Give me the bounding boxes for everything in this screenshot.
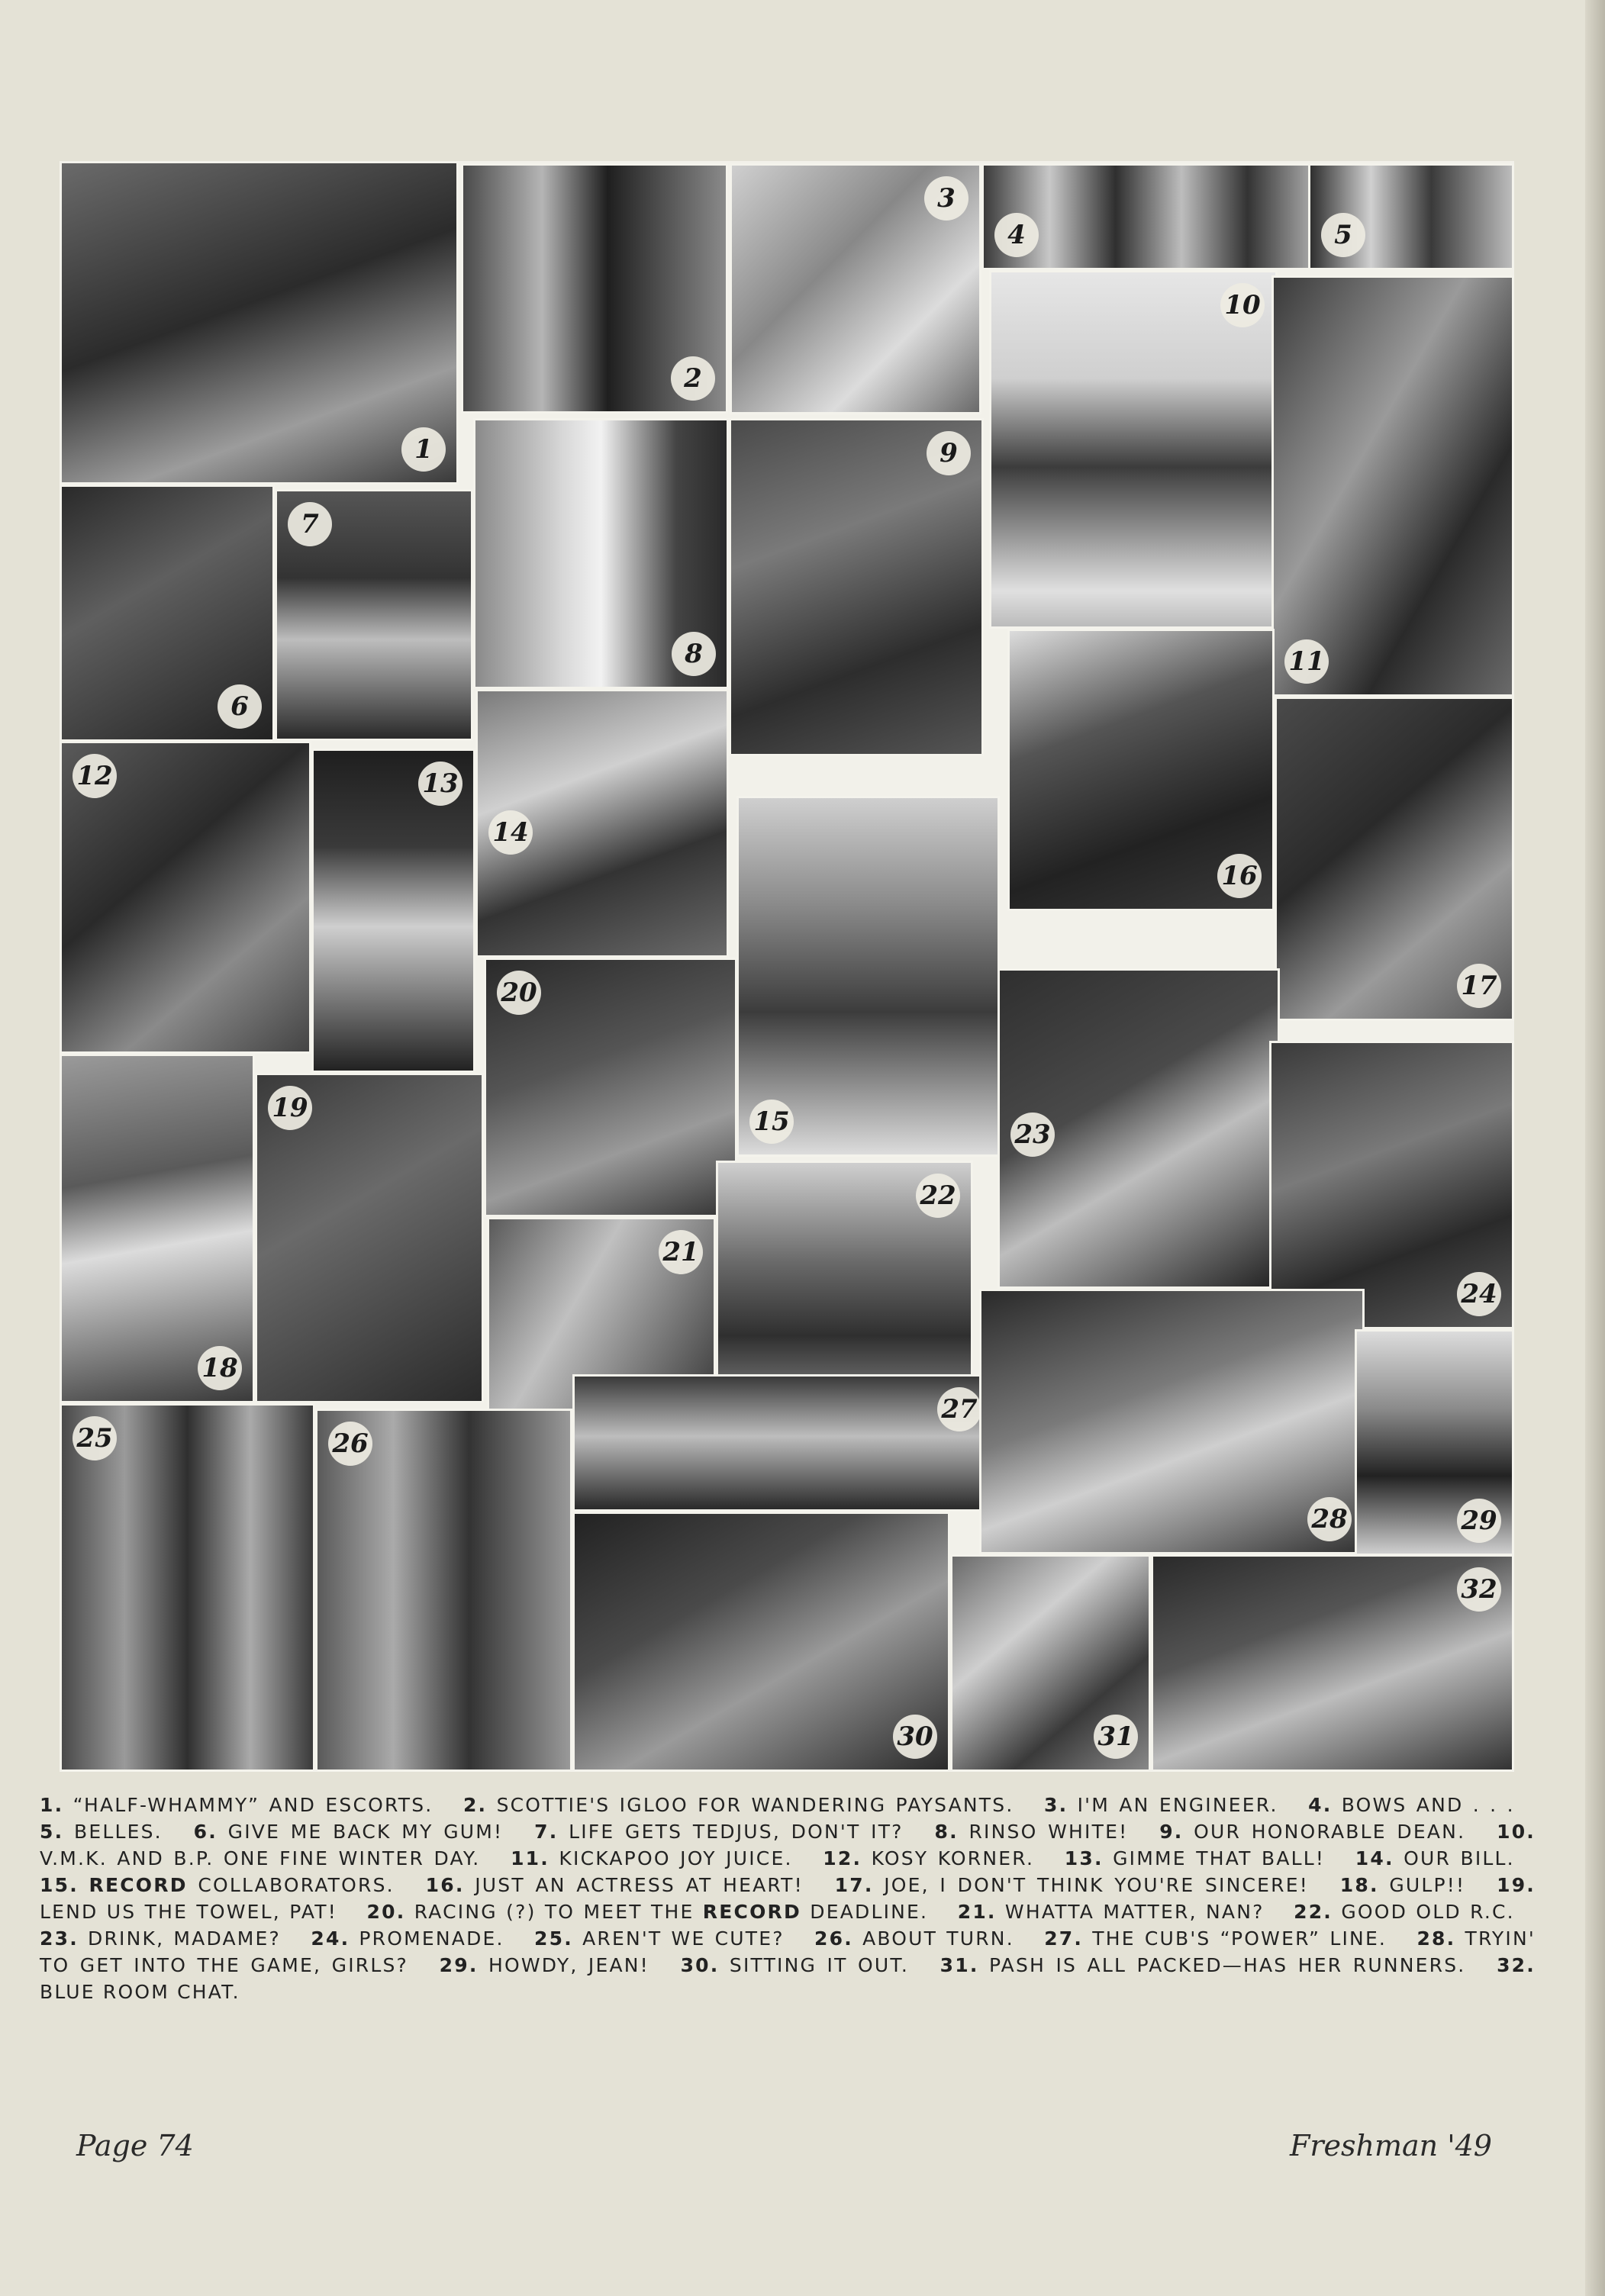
caption-item <box>463 1794 1014 1816</box>
caption-text: COLLABORATORS. <box>198 1874 395 1896</box>
caption-text: BOWS AND . . . <box>1341 1794 1515 1816</box>
photo-number: 16 <box>1217 854 1262 898</box>
caption-number: 8. <box>934 1821 959 1843</box>
photo-11 <box>1271 275 1514 697</box>
photo-7 <box>275 489 473 741</box>
caption-number: 22. <box>1294 1901 1333 1923</box>
caption-number: 19. <box>1497 1874 1536 1896</box>
caption-item <box>440 1954 649 1976</box>
photo-8 <box>473 418 729 689</box>
photo-number: 4 <box>994 213 1039 257</box>
caption-text: AREN'T WE CUTE? <box>582 1927 785 1950</box>
caption-number: 9. <box>1159 1821 1184 1843</box>
photo-number: 31 <box>1094 1715 1138 1759</box>
caption-text: RACING (?) TO MEET THE <box>414 1901 695 1923</box>
photo-32 <box>1151 1554 1514 1772</box>
caption-item <box>835 1874 1309 1896</box>
caption-text: HOWDY, JEAN! <box>488 1954 649 1976</box>
caption-number: 29. <box>439 1954 479 1976</box>
caption-item <box>311 1927 504 1950</box>
caption-text: ABOUT TURN. <box>862 1927 1014 1950</box>
photo-number: 6 <box>218 684 262 729</box>
caption-text: OUR BILL. <box>1404 1847 1515 1869</box>
caption-item <box>1044 1794 1278 1816</box>
caption-item <box>40 1927 281 1950</box>
caption-number: 26. <box>814 1927 853 1950</box>
caption-text: DRINK, MADAME? <box>88 1927 282 1950</box>
caption-item <box>367 1901 929 1923</box>
caption-text: LIFE GETS TEDJUS, DON'T IT? <box>569 1821 904 1843</box>
caption-text: I'M AN ENGINEER. <box>1077 1794 1278 1816</box>
photo-31 <box>950 1554 1151 1772</box>
caption-number: 14. <box>1355 1847 1394 1869</box>
caption-number: 16. <box>425 1874 465 1896</box>
caption-number: 15. <box>40 1874 79 1896</box>
caption-number: 28. <box>1416 1927 1456 1950</box>
caption-bold: RECORD <box>89 1874 188 1896</box>
caption-number: 4. <box>1308 1794 1333 1816</box>
photo-17 <box>1275 697 1514 1021</box>
caption-text: THE CUB'S “POWER” LINE. <box>1092 1927 1387 1950</box>
caption-text: BELLES. <box>73 1821 163 1843</box>
caption-item <box>1065 1847 1325 1869</box>
photo-number: 28 <box>1307 1497 1352 1541</box>
photo-number: 8 <box>672 632 716 676</box>
caption-text: PASH IS ALL PACKED—HAS HER RUNNERS. <box>989 1954 1466 1976</box>
photo-number: 11 <box>1284 639 1329 684</box>
photo-2 <box>461 163 728 414</box>
photo-23 <box>997 968 1280 1289</box>
photo-24 <box>1269 1041 1514 1329</box>
photo-number: 1 <box>401 427 446 472</box>
caption-number: 21. <box>957 1901 997 1923</box>
photo-number: 29 <box>1457 1499 1501 1543</box>
book-title: Freshman '49 <box>1289 2129 1492 2162</box>
caption-item <box>958 1901 1265 1923</box>
caption-item <box>1044 1927 1387 1950</box>
caption-text: DEADLINE. <box>810 1901 929 1923</box>
caption-number: 1. <box>40 1794 64 1816</box>
caption-text: LEND US THE TOWEL, PAT! <box>40 1901 337 1923</box>
photo-number: 32 <box>1457 1567 1501 1612</box>
photo-27 <box>572 1374 994 1512</box>
caption-item <box>1159 1821 1465 1843</box>
caption-item <box>534 1927 785 1950</box>
photo-captions <box>40 1792 1536 2005</box>
photo-12 <box>60 741 311 1054</box>
photo-13 <box>311 749 475 1073</box>
page-number: Page 74 <box>76 2129 194 2162</box>
caption-text: JOE, I DON'T THINK YOU'RE SINCERE! <box>884 1874 1309 1896</box>
caption-item <box>534 1821 904 1843</box>
caption-item <box>426 1874 804 1896</box>
photo-number: 22 <box>916 1174 960 1218</box>
caption-text: OUR HONORABLE DEAN. <box>1194 1821 1466 1843</box>
photo-29 <box>1355 1329 1514 1556</box>
caption-item <box>681 1954 909 1976</box>
caption-text: RINSO WHITE! <box>968 1821 1129 1843</box>
caption-text: KOSY KORNER. <box>871 1847 1035 1869</box>
photo-28 <box>979 1289 1365 1554</box>
photo-6 <box>60 485 275 742</box>
photo-16 <box>1007 629 1275 911</box>
caption-number: 13. <box>1064 1847 1104 1869</box>
photo-number: 18 <box>198 1346 242 1390</box>
photo-20 <box>484 958 737 1217</box>
photo-25 <box>60 1403 315 1772</box>
photo-number: 21 <box>659 1230 703 1274</box>
page-edge-shadow <box>1585 0 1605 2296</box>
caption-number: 30. <box>680 1954 720 1976</box>
photo-number: 10 <box>1220 283 1265 327</box>
caption-item <box>40 1821 163 1843</box>
photo-collage <box>60 161 1514 1772</box>
photo-14 <box>475 689 729 958</box>
photo-30 <box>572 1512 950 1772</box>
photo-number: 12 <box>73 754 117 798</box>
photo-10 <box>989 270 1278 629</box>
photo-number: 9 <box>927 431 971 475</box>
photo-number: 15 <box>749 1100 794 1144</box>
caption-number: 7. <box>534 1821 559 1843</box>
photo-number: 25 <box>73 1416 117 1460</box>
photo-number: 5 <box>1321 213 1365 257</box>
caption-number: 10. <box>1497 1821 1536 1843</box>
photo-4 <box>981 163 1316 270</box>
photo-5 <box>1308 163 1514 270</box>
caption-item <box>823 1847 1034 1869</box>
caption-item <box>935 1821 1129 1843</box>
caption-text: GIVE ME BACK MY GUM! <box>227 1821 504 1843</box>
caption-item <box>940 1954 1466 1976</box>
caption-item <box>40 1874 395 1896</box>
caption-text: PROMENADE. <box>359 1927 504 1950</box>
photo-15 <box>736 796 1000 1157</box>
caption-text: BLUE ROOM CHAT. <box>40 1981 240 2003</box>
caption-text: SCOTTIE'S IGLOO FOR WANDERING PAYSANTS. <box>496 1794 1014 1816</box>
caption-text: GOOD OLD R.C. <box>1341 1901 1515 1923</box>
photo-number: 23 <box>1010 1113 1055 1157</box>
caption-text: TRYIN' TO GET INTO THE GAME, GIRLS? <box>40 1927 1536 1976</box>
photo-number: 7 <box>288 502 332 546</box>
caption-item <box>511 1847 793 1869</box>
caption-text: JUST AN ACTRESS AT HEART! <box>475 1874 804 1896</box>
photo-number: 17 <box>1457 964 1501 1008</box>
photo-number: 20 <box>497 971 541 1015</box>
caption-item <box>1294 1901 1515 1923</box>
photo-9 <box>729 418 984 756</box>
caption-text: “HALF-WHAMMY” AND ESCORTS. <box>73 1794 433 1816</box>
caption-item <box>1308 1794 1515 1816</box>
caption-number: 23. <box>40 1927 79 1950</box>
photo-3 <box>730 163 981 414</box>
caption-text: WHATTA MATTER, NAN? <box>1004 1901 1265 1923</box>
photo-number: 13 <box>418 762 462 806</box>
caption-item <box>194 1821 504 1843</box>
caption-number: 17. <box>834 1874 874 1896</box>
caption-item <box>1340 1874 1465 1896</box>
photo-number: 27 <box>937 1387 981 1431</box>
photo-19 <box>255 1073 484 1403</box>
photo-number: 14 <box>488 810 533 855</box>
caption-number: 20. <box>366 1901 406 1923</box>
caption-text: GULP!! <box>1389 1874 1466 1896</box>
photo-number: 2 <box>671 356 715 401</box>
caption-number: 27. <box>1044 1927 1084 1950</box>
photo-number: 24 <box>1457 1272 1501 1316</box>
caption-number: 32. <box>1497 1954 1536 1976</box>
caption-number: 12. <box>823 1847 862 1869</box>
caption-number: 2. <box>462 1794 488 1816</box>
photo-number: 19 <box>268 1086 312 1130</box>
caption-number: 5. <box>40 1821 64 1843</box>
caption-bold: RECORD <box>702 1901 801 1923</box>
caption-number: 18. <box>1339 1874 1379 1896</box>
caption-number: 25. <box>534 1927 573 1950</box>
caption-item <box>1355 1847 1515 1869</box>
caption-number: 6. <box>193 1821 218 1843</box>
caption-text: GIMME THAT BALL! <box>1113 1847 1326 1869</box>
caption-number: 3. <box>1044 1794 1068 1816</box>
caption-number: 11. <box>511 1847 550 1869</box>
photo-number: 3 <box>924 176 968 221</box>
photo-number: 26 <box>328 1422 372 1466</box>
caption-number: 31. <box>939 1954 979 1976</box>
caption-text: V.M.K. AND B.P. ONE FINE WINTER DAY. <box>40 1847 481 1869</box>
caption-text: SITTING IT OUT. <box>729 1954 910 1976</box>
photo-number: 30 <box>893 1715 937 1759</box>
caption-text: KICKAPOO JOY JUICE. <box>559 1847 793 1869</box>
photo-26 <box>315 1409 572 1772</box>
caption-item <box>40 1794 433 1816</box>
caption-item <box>814 1927 1014 1950</box>
photo-1 <box>60 161 459 485</box>
caption-number: 24. <box>311 1927 350 1950</box>
photo-18 <box>60 1054 255 1403</box>
